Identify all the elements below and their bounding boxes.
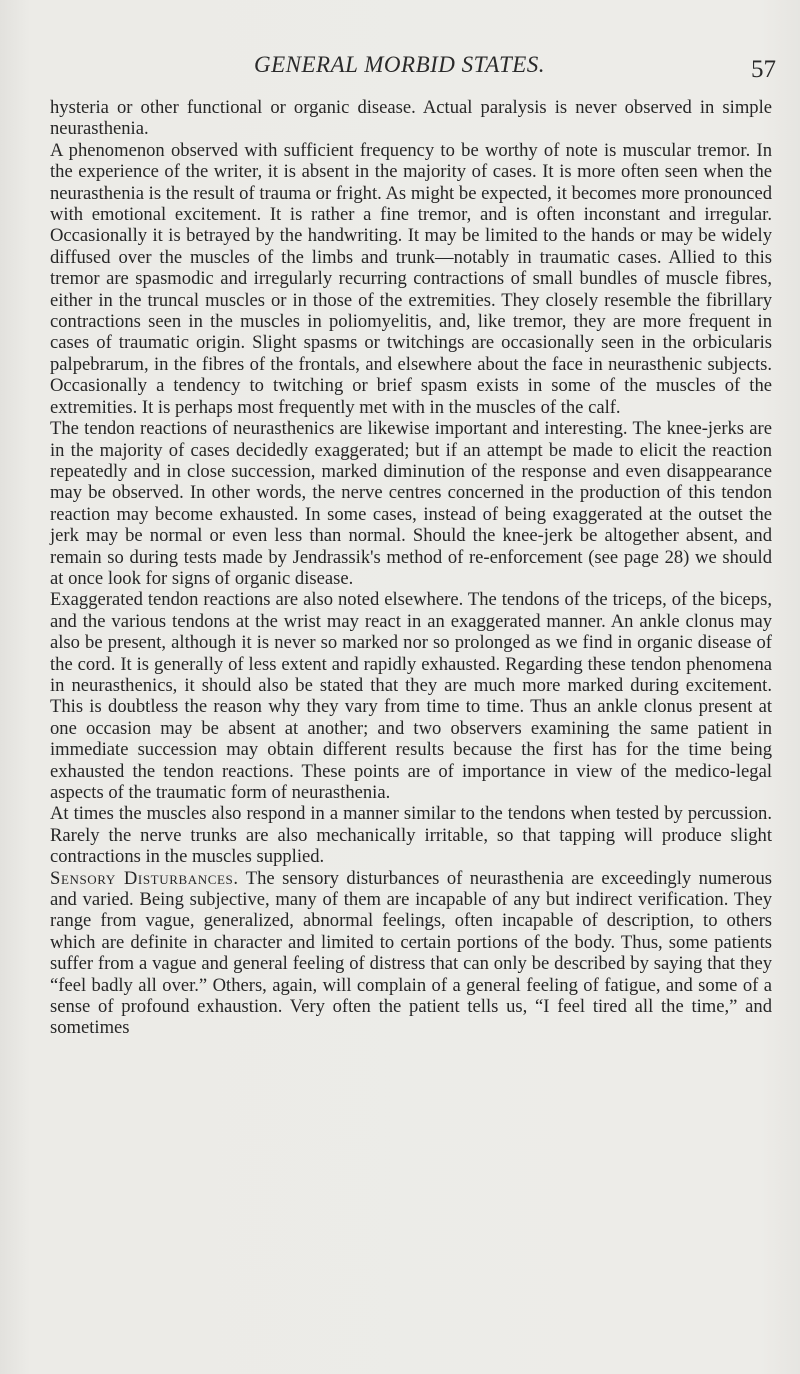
running-title: GENERAL MORBID STATES. xyxy=(254,52,546,77)
section-heading: Sensory Disturbances. xyxy=(50,867,239,889)
paragraph: Exaggerated tendon reactions are also noted elsewhere. The tendons of the triceps, of the biceps, and the various tendons at the wrist may react in an exaggerated manner. An ankle clonus may also be present, although it is never so marked nor so prolonged as we find in organic disease of the cord. It is generally of less extent and rapidly exhausted. Regarding these tendon phenomena in neurasthenics, it should also be stated that they are much more marked during excitement. This is doubtless the reason why they vary from time to time. Thus an ankle clonus present at one occasion may be absent at another; and two observers examining the same patient in immediate succession may obtain different results because the first has for the time being exhausted the tendon reactions. These points are of importance in view of the medico-legal aspects of the traumatic form of neurasthenia. xyxy=(50,589,772,803)
paragraph: hysteria or other functional or organic disease. Actual paralysis is never observed in simple neurasthenia. xyxy=(50,97,772,140)
page-number: 57 xyxy=(751,56,776,83)
paragraph-text: The sensory disturbances of neurasthenia are exceedingly numerous and varied. Being subjective, many of them are incapable of any but indirect verification. They range from vague, generalized, abnormal feelings, often incapable of description, to others which are definite in character and limited to certain portions of the body. Thus, some patients suffer from a vague and general feeling of distress that can only be described by saying that they “feel badly all over.” Others, again, will complain of a general feeling of fatigue, and some of a sense of profound exhaustion. Very often the patient tells us, “I feel tired all the time,” and sometimes xyxy=(50,867,772,1039)
paragraph: A phenomenon observed with sufficient frequency to be worthy of note is muscular tremor. In the experience of the writer, it is absent in the majority of cases. It is more often seen when the neurasthenia is the result of trauma or fright. As might be expected, it becomes more pronounced with emotional excitement. It is rather a fine tremor, and is often inconstant and irregular. Occasionally it is betrayed by the handwriting. It may be limited to the hands or may be widely diffused over the muscles of the limbs and trunk—notably in traumatic cases. Allied to this tremor are spasmodic and irregularly recurring contractions of small bundles of muscle fibres, either in the truncal muscles or in those of the extremities. They closely resemble the fibrillary contractions seen in the muscles in poliomyelitis, and, like tremor, they are more frequent in cases of traumatic origin. Slight spasms or twitchings are occasionally seen in the orbicularis palpebrarum, in the fibres of the frontals, and elsewhere about the face in neurasthenic subjects. Occasionally a tendency to twitching or brief spasm exists in some of the muscles of the extremities. It is perhaps most frequently met with in the muscles of the calf. xyxy=(50,139,772,418)
body-text xyxy=(50,97,772,1039)
paragraph: The tendon reactions of neurasthenics are likewise important and interesting. The knee-jerks are in the majority of cases decidedly exaggerated; but if an attempt be made to elicit the reaction repeatedly and in close succession, marked diminution of the response and even disappearance may be observed. In other words, the nerve centres concerned in the production of this tendon reaction may become exhausted. In some cases, instead of being exaggerated at the outset the jerk may be normal or even less than normal. Should the knee-jerk be altogether absent, and remain so during tests made by Jendrassik's method of re-enforcement (see page 28) we should at once look for signs of organic disease. xyxy=(50,418,772,589)
running-head xyxy=(254,52,774,92)
paragraph: At times the muscles also respond in a manner similar to the tendons when tested by percussion. Rarely the nerve trunks are also mechanically irritable, so that tapping will produce slight contractions in the muscles supplied. xyxy=(50,803,772,868)
paragraph xyxy=(50,868,772,1039)
